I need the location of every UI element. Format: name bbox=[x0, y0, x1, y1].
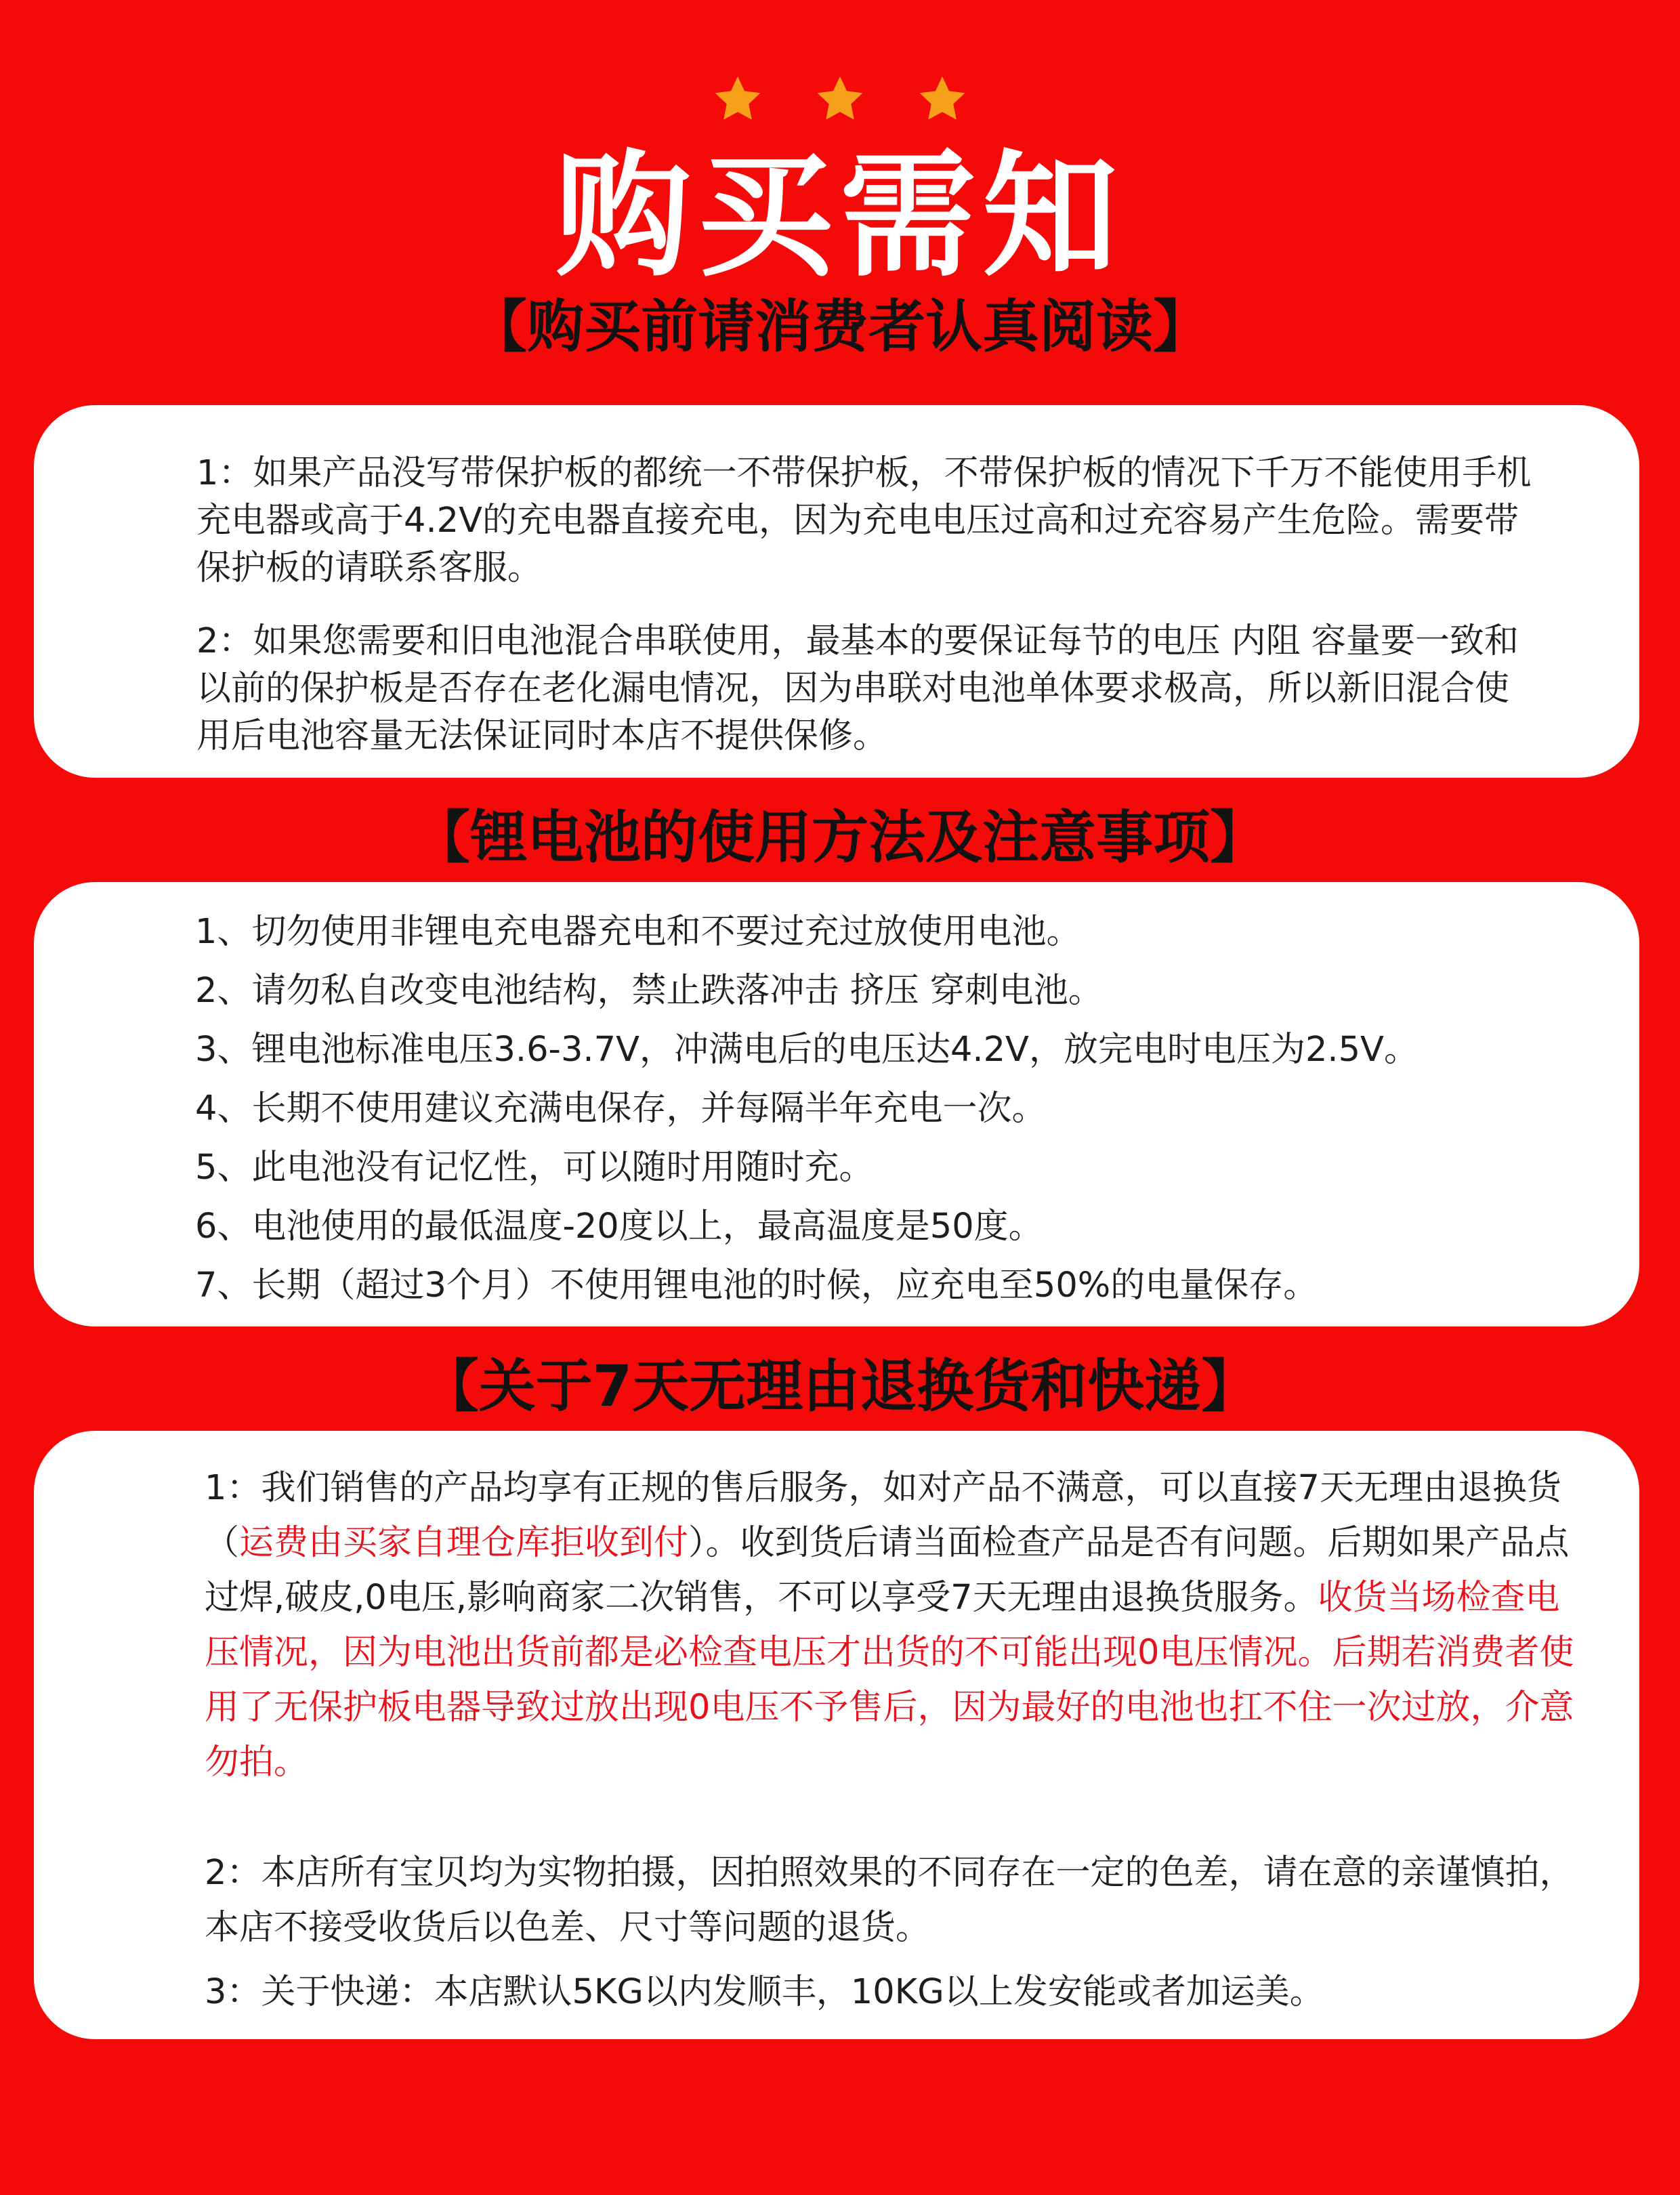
returns-item: 3：关于快递：本店默认5KG以内发顺丰，10KG以上发安能或者加运美。 bbox=[205, 1972, 1324, 2012]
shipping-fee-note: 运费由买家自理仓库拒收到付 bbox=[239, 1523, 689, 1563]
usage-item: 3、锂电池标准电压3.6-3.7V，冲满电后的电压达4.2V，放完电时电压为2.5V。 bbox=[195, 1030, 1419, 1070]
returns-item bbox=[205, 1461, 1578, 1790]
returns-card bbox=[34, 1431, 1639, 2039]
star-icon bbox=[711, 73, 764, 126]
purchase-notice-card bbox=[34, 405, 1639, 778]
usage-item: 1、切勿使用非锂电充电器充电和不要过充过放使用电池。 bbox=[195, 912, 1081, 952]
usage-item: 2、请勿私自改变电池结构，禁止跌落冲击 挤压 穿刺电池。 bbox=[195, 971, 1103, 1011]
voltage-check-warning: 收货当场检查电压情况，因为电池出货前都是必检查电压才出货的不可能出现0电压情况。后期若消费者使用了无保护板电器导致过放出现0电压不予售后，因为最好的电池也扛不住一次过放，介意勿拍。 bbox=[205, 1578, 1574, 1782]
section-heading-purchase-notice: 【购买前请消费者认真阅读】 bbox=[469, 293, 1210, 360]
usage-card bbox=[34, 882, 1639, 1326]
returns-item: 2：本店所有宝贝均为实物拍摄，因拍照效果的不同存在一定的色差，请在意的亲谨慎拍，本店不接受收货后以色差、尺寸等问题的退货。 bbox=[205, 1853, 1574, 1948]
section-heading-returns: 【关于7天无理由退换货和快递】 bbox=[421, 1353, 1259, 1419]
page-title: 购买需知 bbox=[555, 138, 1125, 295]
star-icon bbox=[814, 73, 866, 126]
star-icon bbox=[916, 73, 969, 126]
returns-text: ）。收到货后请当面检查产品是否有问题。后期如果产品点过焊,破皮,0电压,影响商家二次销售，不可以享受7天无理由退换货服务。 bbox=[205, 1523, 1570, 1618]
stars-row bbox=[0, 73, 1680, 129]
section-heading-usage: 【锂电池的使用方法及注意事项】 bbox=[413, 804, 1267, 871]
usage-item: 7、长期（超过3个月）不使用锂电池的时候，应充电至50%的电量保存。 bbox=[195, 1266, 1318, 1305]
usage-item: 5、此电池没有记忆性，可以随时用随时充。 bbox=[195, 1148, 874, 1188]
usage-item: 6、电池使用的最低温度-20度以上，最高温度是50度。 bbox=[195, 1207, 1043, 1247]
usage-item: 4、长期不使用建议充满电保存，并每隔半年充电一次。 bbox=[195, 1089, 1047, 1129]
returns-text: 1：我们销售的产品均享有正规的售后服务，如对产品不满意，可以直接7天无理由退换货（ bbox=[205, 1468, 1561, 1563]
notice-item: 1：如果产品没写带保护板的都统一不带保护板，不带保护板的情况下千万不能使用手机充电器或高于4.2V的充电器直接充电，因为充电电压过高和过充容易产生危险。需要带保护板的请联系客服。 bbox=[196, 453, 1532, 588]
notice-item: 2：如果您需要和旧电池混合串联使用，最基本的要保证每节的电压 内阻 容量要一致和以前的保护板是否存在老化漏电情况，因为串联对电池单体要求极高，所以新旧混合使用后电池容量无法保证同时本店不提供保修。 bbox=[196, 621, 1519, 756]
